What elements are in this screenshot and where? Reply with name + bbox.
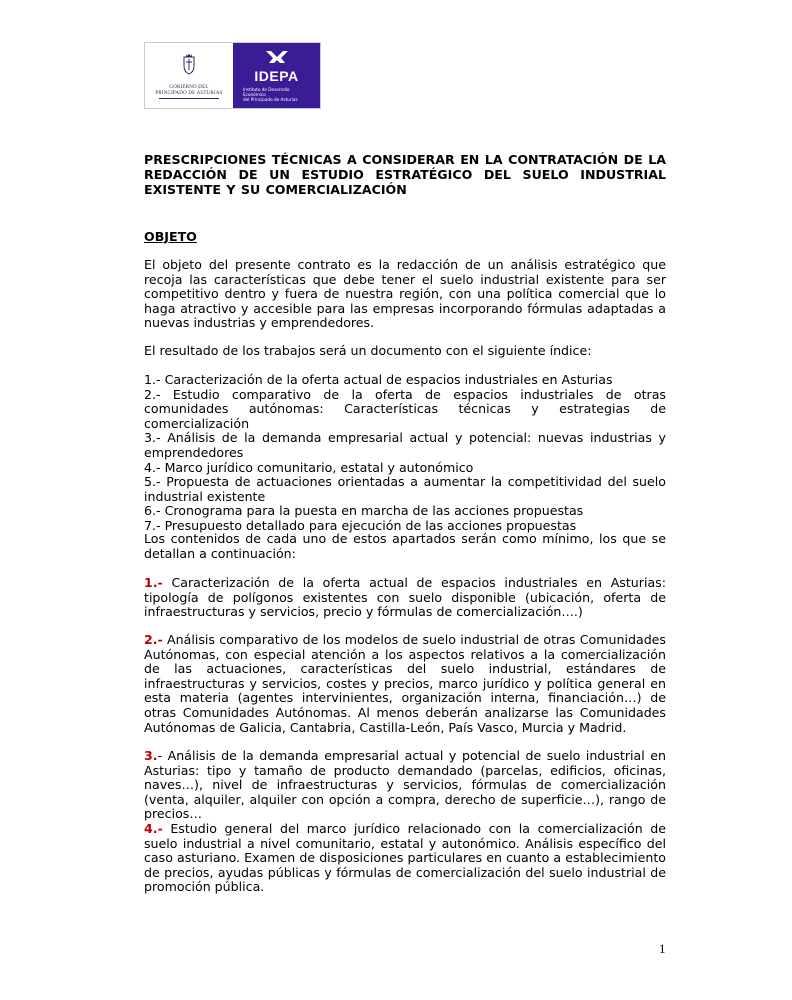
detail-paragraph-2 bbox=[144, 633, 666, 735]
gov-line-2: PRINCIPADO DE ASTURIAS bbox=[155, 91, 223, 96]
idepa-subtitle-line-1: Instituto de Desarrollo Económico bbox=[243, 87, 290, 97]
idepa-mark-icon bbox=[265, 50, 289, 64]
section-heading-objeto: OBJETO bbox=[144, 229, 197, 244]
index-item-2: 2.- Estudio comparativo de la oferta de espacios industriales de otras comunidades autónomas: Características técnicas y estrategias de comercialización bbox=[144, 386, 666, 431]
detail-number-2: 2.- bbox=[144, 632, 163, 647]
index-item-3: 3.- Análisis de la demanda empresarial actual y potencial: nuevas industrias y emprendedores bbox=[144, 430, 666, 460]
gov-line-1: GOBIERNO DEL bbox=[169, 85, 209, 90]
detail-paragraph-4 bbox=[144, 822, 666, 895]
detail-paragraph-3 bbox=[144, 749, 666, 822]
detail-number-3: 3. bbox=[144, 748, 158, 763]
idepa-logo bbox=[233, 43, 320, 108]
idepa-subtitle bbox=[243, 87, 313, 102]
detail-text-1: Caracterización de la oferta actual de espacios industriales en Asturias: tipología de polígonos existentes con suelo disponible (ubicación, oferta de infraestructuras y servicios, precio y fórmulas de comercialización….) bbox=[144, 575, 666, 620]
gov-underline bbox=[159, 98, 219, 99]
detail-paragraph-1 bbox=[144, 576, 666, 620]
index-item-7: 7.- Presupuesto detallado para ejecución de las acciones propuestas bbox=[144, 517, 577, 533]
detail-text-3: - Análisis de la demanda empresarial actual y potencial de suelo industrial en Asturias: tipo y tamaño de producto demandado (parcelas, edificios, oficinas, naves…), nivel de infraestructuras y servicios, fórmulas de comercialización (venta, alquiler, alquiler con opción a compra, derecho de superficie…), rango de precios… bbox=[144, 748, 666, 822]
intro-paragraph: El objeto del presente contrato es la redacción de un análisis estratégico que recoja las características que debe tener el suelo industrial existente para ser competitivo dentro y fuera de nuestra región, con una política comercial que lo haga atractivo y accesible para las empresas incorporando fórmulas adaptadas a nuevas industrias y emprendedores. bbox=[144, 257, 666, 331]
document-title: PRESCRIPCIONES TÉCNICAS A CONSIDERAR EN LA CONTRATACIÓN DE LA REDACCIÓN DE UN ESTUDIO ESTRATÉGICO DEL SUELO INDUSTRIAL EXISTENTE Y SU COMERCIALIZACIÓN bbox=[144, 152, 666, 197]
asturias-crest-icon bbox=[181, 53, 197, 75]
idepa-subtitle-line-2: del Principado de Asturias bbox=[243, 97, 298, 102]
detail-number-1: 1.- bbox=[144, 575, 163, 590]
idepa-name: IDEPA bbox=[254, 68, 299, 84]
header-logo bbox=[144, 42, 321, 109]
result-intro: El resultado de los trabajos será un documento con el siguiente índice: bbox=[144, 343, 592, 358]
index-item-4: 4.- Marco jurídico comunitario, estatal y autonómico bbox=[144, 459, 474, 475]
index-list bbox=[144, 373, 666, 534]
detail-text-4: Estudio general del marco jurídico relacionado con la comercialización de suelo industrial a nivel comunitario, estatal y autonómico. Análisis específico del caso asturiano. Examen de disposiciones particulares en cuanto a establecimiento de precios, ayudas públicas y fórmulas de comercialización del suelo industrial de promoción pública. bbox=[144, 821, 666, 895]
detail-number-4: 4.- bbox=[144, 821, 163, 836]
page-number: 1 bbox=[659, 941, 666, 956]
index-item-1: 1.- Caracterización de la oferta actual de espacios industriales en Asturias bbox=[144, 372, 613, 387]
index-item-5: 5.- Propuesta de actuaciones orientadas a aumentar la competitividad del suelo industrial existente bbox=[144, 474, 666, 504]
detail-text-2: Análisis comparativo de los modelos de suelo industrial de otras Comunidades Autónomas, con especial atención a los aspectos relativos a la comercialización de las actuaciones, características del suelo industrial, estándares de infraestructuras y servicios, costes y precios, marco jurídico y política general en esta materia (agentes intervinientes, organización interna, financiación…) de otras Comunidades Autónomas. Al menos deberán analizarse las Comunidades Autónomas de Galicia, Cantabria, Castilla-León, País Vasco, Murcia y Madrid. bbox=[144, 632, 666, 735]
index-item-6: 6.- Cronograma para la puesta en marcha de las acciones propuestas bbox=[144, 503, 584, 519]
contents-intro: Los contenidos de cada uno de estos apartados serán como mínimo, los que se detallan a continuación: bbox=[144, 531, 666, 561]
government-logo bbox=[145, 43, 233, 108]
